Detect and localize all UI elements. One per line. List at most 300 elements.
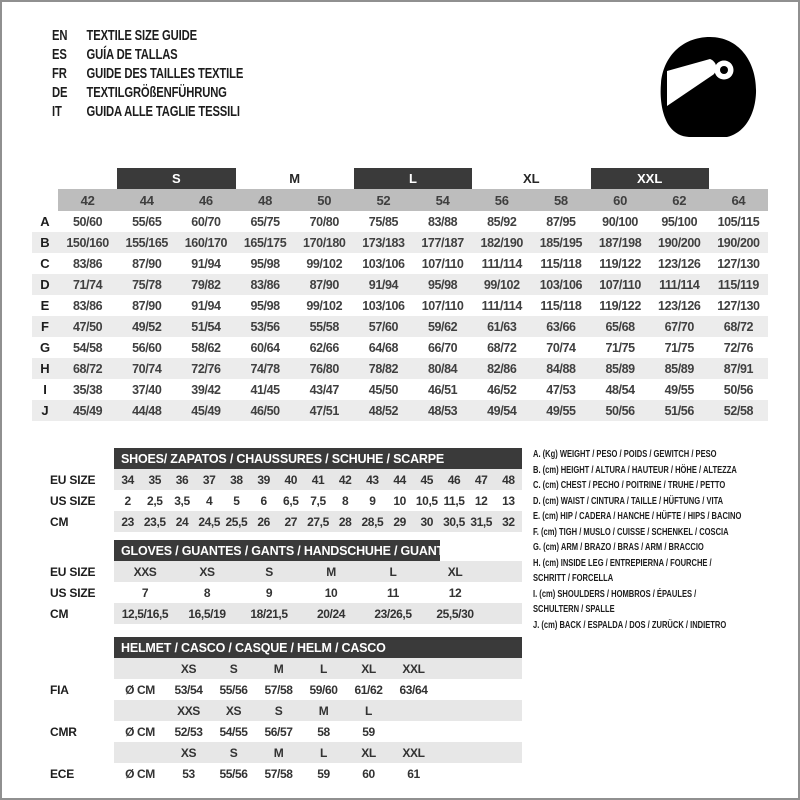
- measurement-row: [32, 400, 768, 421]
- value-cell: 62/66: [309, 340, 339, 355]
- language-list: [52, 26, 367, 121]
- value-cell: 35/38: [72, 382, 103, 397]
- unit-cell: Ø CM: [125, 724, 155, 739]
- subtable-cell: L: [320, 661, 327, 676]
- gutter-label: US SIZE: [50, 493, 96, 508]
- legend-item: [533, 494, 778, 510]
- value-cell: 87/90: [309, 277, 339, 292]
- corner-cell: [32, 189, 58, 211]
- value-cell: 119/122: [599, 298, 641, 313]
- size-group-row: [32, 167, 768, 189]
- subtable-cell: 12,5/16,5: [121, 606, 169, 621]
- value-cell: 72/76: [723, 340, 754, 355]
- measurement-row: [32, 211, 768, 232]
- subtable-cell: 53/54: [174, 682, 203, 697]
- subtable-cell: L: [365, 703, 372, 718]
- value-cell: 68/72: [487, 340, 517, 355]
- value-cell: 103/106: [362, 256, 405, 271]
- language-title: GUIDE DES TAILLES TEXTILE: [86, 65, 244, 82]
- subtable-cell: 59/60: [309, 682, 338, 697]
- gutter-label: CM: [50, 606, 69, 621]
- subtable-content: [114, 511, 522, 532]
- value-cell: 48/52: [368, 403, 399, 418]
- value-cell: 58/62: [191, 340, 221, 355]
- value-cell: 165/175: [243, 235, 287, 250]
- unit-cell: Ø CM: [125, 682, 155, 697]
- size-number-cell: 56: [472, 189, 531, 211]
- subtable-cell: 36: [175, 472, 189, 487]
- spacer-cell: [436, 658, 522, 679]
- spacer-cell: [436, 763, 522, 784]
- subtable-cell: 31,5: [470, 514, 493, 529]
- subtable-content: [114, 742, 522, 763]
- subtable-cell: XS: [225, 703, 242, 718]
- value-cell: 75/78: [132, 277, 162, 292]
- subtable-content: [114, 700, 522, 721]
- subtable-content: [114, 582, 522, 603]
- value-cell: 103/106: [362, 298, 405, 313]
- spacer-cell: [486, 582, 522, 603]
- textile-size-table: [32, 167, 768, 421]
- language-code: EN: [52, 27, 68, 44]
- value-cell: 103/106: [539, 277, 583, 292]
- value-cell: 63/66: [546, 319, 576, 334]
- subtable-cell: 24: [175, 514, 189, 529]
- subtable-content: [114, 469, 522, 490]
- measurement-row: [32, 232, 768, 253]
- value-cell: 87/91: [723, 361, 754, 376]
- value-cell: 155/165: [125, 235, 168, 250]
- subtable-cell: 53: [182, 766, 195, 781]
- size-number-cell: 42: [58, 189, 117, 211]
- legend-item: [533, 463, 778, 479]
- subtable-cell: XL: [447, 564, 463, 579]
- subtable-cell: XXL: [402, 661, 425, 676]
- subtable-cell: XS: [199, 564, 215, 579]
- subtable-row: [50, 721, 522, 742]
- value-cell: 50/56: [723, 382, 754, 397]
- spacer-cell: [436, 679, 522, 700]
- value-cell: 61/63: [487, 319, 517, 334]
- subtable-cell: 45: [420, 472, 434, 487]
- size-group-cell: M: [289, 171, 301, 186]
- value-cell: 45/49: [72, 403, 103, 418]
- gutter-label: FIA: [50, 682, 69, 697]
- subtable-cell: 34: [121, 472, 134, 487]
- size-number-row: [32, 189, 768, 211]
- subtable-cell: 11,5: [443, 493, 465, 508]
- legend-item: [533, 587, 778, 618]
- value-cell: 71/75: [664, 340, 694, 355]
- value-cell: 47/50: [72, 319, 103, 334]
- subtable-cell: 3,5: [174, 493, 190, 508]
- size-number-cell: 52: [354, 189, 413, 211]
- subtable-cell: 46: [447, 472, 461, 487]
- subtable-cell: 5: [233, 493, 240, 508]
- subtable-cell: 55/56: [219, 682, 248, 697]
- value-cell: 71/74: [72, 277, 103, 292]
- subtable-cell: M: [273, 661, 284, 676]
- size-group-cell: [709, 168, 768, 189]
- gutter-spacer: [50, 540, 114, 561]
- language-row: [52, 83, 367, 102]
- row-letter: D: [40, 277, 50, 292]
- measurement-row: [32, 274, 768, 295]
- subtable-cell: 27: [284, 514, 298, 529]
- subtable-cell: 35: [148, 472, 162, 487]
- subtable-cell: 6: [260, 493, 267, 508]
- value-cell: 177/187: [421, 235, 464, 250]
- value-cell: 74/78: [250, 361, 280, 376]
- subtable-cell: 61/62: [354, 682, 383, 697]
- value-cell: 83/88: [427, 214, 458, 229]
- value-cell: 90/100: [602, 214, 638, 229]
- value-cell: 44/48: [132, 403, 162, 418]
- value-cell: 187/198: [598, 235, 642, 250]
- size-number-cell: 62: [650, 189, 709, 211]
- value-cell: 70/80: [309, 214, 339, 229]
- measurement-row: [32, 379, 768, 400]
- language-title: GUIDA ALLE TAGLIE TESSILI: [86, 103, 240, 120]
- legend-line: E. (cm) HIP / CADERA / HANCHE / HÜFTE / HIPS / BACINO: [533, 510, 742, 522]
- subtable-cell: 10: [393, 493, 406, 508]
- subtable-cell: 54/55: [219, 724, 248, 739]
- subtable-content: [114, 603, 522, 624]
- subtable-row: [50, 511, 522, 532]
- value-cell: 107/110: [421, 256, 464, 271]
- value-cell: 150/160: [66, 235, 109, 250]
- subtable-row: [50, 561, 522, 582]
- value-cell: 37/40: [132, 382, 162, 397]
- size-number-cell: 50: [295, 189, 354, 211]
- subtable-cell: 37: [202, 472, 216, 487]
- value-cell: 111/114: [659, 277, 700, 292]
- gutter-label: US SIZE: [50, 585, 96, 600]
- subtable-title-row: [50, 637, 522, 658]
- legend-item: [533, 540, 778, 556]
- legend-line: SCHULTERN / SPALLE: [533, 603, 615, 615]
- legend-line: J. (cm) BACK / ESPALDA / DOS / ZURÜCK / INDIETRO: [533, 618, 727, 631]
- value-cell: 123/126: [658, 256, 701, 271]
- value-cell: 46/50: [250, 403, 280, 418]
- value-cell: 87/95: [546, 214, 576, 229]
- value-cell: 87/90: [132, 298, 162, 313]
- gutter-label: EU SIZE: [50, 564, 96, 579]
- language-row: [52, 64, 367, 83]
- value-cell: 48/54: [605, 382, 635, 397]
- value-cell: 55/58: [309, 319, 339, 334]
- subtable-row: [50, 603, 522, 624]
- legend-line: H. (cm) INSIDE LEG / ENTREPIERNA / FOURCHE /: [533, 556, 712, 569]
- value-cell: 105/115: [717, 214, 760, 229]
- subtable-cell: 47: [474, 472, 488, 487]
- value-cell: 50/60: [72, 214, 103, 229]
- value-cell: 52/58: [723, 403, 754, 418]
- size-number-cell: 44: [117, 189, 176, 211]
- subtable-content: [114, 721, 522, 742]
- legend-line: B. (cm) HEIGHT / ALTURA / HAUTEUR / HÖHE / ALTEZZA: [533, 463, 737, 476]
- value-cell: 99/102: [483, 277, 520, 292]
- subtable-cell: 61: [407, 766, 420, 781]
- subtable-cell: 24,5: [198, 514, 221, 529]
- value-cell: 41/45: [250, 382, 280, 397]
- value-cell: 111/114: [481, 298, 522, 313]
- subtable-cell: 29: [393, 514, 406, 529]
- subtable-cell: 28,5: [361, 514, 384, 529]
- subtable-title-row: [50, 448, 522, 469]
- row-letter: G: [39, 340, 51, 355]
- subtable-cell: [391, 700, 436, 721]
- subtable-content: [114, 490, 522, 511]
- row-letter: C: [40, 256, 50, 271]
- value-cell: 39/42: [191, 382, 221, 397]
- value-cell: 85/89: [605, 361, 635, 376]
- value-cell: 95/100: [661, 214, 698, 229]
- subtable-cell: 57/58: [264, 766, 293, 781]
- measurement-row: [32, 358, 768, 379]
- subtable-cell: 9: [265, 585, 273, 600]
- subtable-cell: 30,5: [443, 514, 465, 529]
- value-cell: 91/94: [191, 298, 221, 313]
- subtable-cell: 7,5: [310, 493, 326, 508]
- subtable-row: [50, 490, 522, 511]
- subtable-content: [114, 679, 522, 700]
- value-cell: 54/58: [72, 340, 103, 355]
- value-cell: 67/70: [664, 319, 694, 334]
- legend-line: F. (cm) TIGH / MUSLO / CUISSE / SCHENKEL / COSCIA: [533, 525, 729, 538]
- value-cell: 83/86: [250, 277, 280, 292]
- subtable-title-row: [50, 540, 522, 561]
- spacer-cell: [436, 700, 522, 721]
- subtable-content: [114, 561, 522, 582]
- value-cell: 59/62: [427, 319, 458, 334]
- subtable-row: [50, 469, 522, 490]
- value-cell: 65/75: [250, 214, 280, 229]
- subtable-cell: 38: [230, 472, 243, 487]
- language-code: DE: [52, 84, 68, 101]
- legend-line: D. (cm) WAIST / CINTURA / TAILLE / HÜFTUNG / VITA: [533, 494, 724, 507]
- subtable-row: [50, 763, 522, 784]
- value-cell: 115/118: [540, 298, 582, 313]
- subtable-cell: S: [229, 745, 238, 760]
- legend-item: [533, 556, 778, 587]
- subtable-cell: 13: [502, 493, 515, 508]
- value-cell: 170/180: [303, 235, 346, 250]
- measurement-row: [32, 295, 768, 316]
- subtable-cell: 10: [324, 585, 338, 600]
- value-cell: 64/68: [368, 340, 399, 355]
- row-letter: F: [41, 319, 49, 334]
- language-code: ES: [52, 46, 67, 63]
- subtable-cell: 43: [366, 472, 379, 487]
- value-cell: 75/85: [368, 214, 399, 229]
- helmet-size-table-title: HELMET / CASCO / CASQUE / HELM / CASCO: [114, 637, 522, 658]
- value-cell: 68/72: [72, 361, 103, 376]
- value-cell: 115/119: [717, 277, 759, 292]
- value-cell: 53/56: [250, 319, 280, 334]
- value-cell: 95/98: [250, 256, 280, 271]
- language-row: [52, 45, 367, 64]
- language-title: GUÍA DE TALLAS: [86, 46, 178, 63]
- subtable-cell: M: [326, 564, 336, 579]
- value-cell: 47/51: [309, 403, 339, 418]
- value-cell: 70/74: [546, 340, 576, 355]
- language-code: FR: [52, 65, 67, 82]
- subtable-cell: 18/21,5: [250, 606, 288, 621]
- subtable-row: [50, 700, 522, 721]
- subtable-cell: 30: [420, 514, 434, 529]
- value-cell: 49/52: [132, 319, 162, 334]
- value-cell: 173/183: [362, 235, 405, 250]
- subtable-cell: M: [318, 703, 329, 718]
- value-cell: 60/70: [191, 214, 221, 229]
- legend-item: [533, 525, 778, 541]
- row-letter: I: [43, 382, 47, 397]
- measurement-legend: [533, 447, 778, 633]
- row-letter: B: [40, 235, 50, 250]
- subtable-row: [50, 582, 522, 603]
- subtable-cell: 8: [342, 493, 349, 508]
- gutter-label: [50, 700, 114, 721]
- value-cell: 72/76: [191, 361, 221, 376]
- gutter-spacer: [50, 448, 114, 469]
- value-cell: 79/82: [191, 277, 221, 292]
- subtable-cell: 10,5: [415, 493, 438, 508]
- subtable-cell: XXS: [177, 703, 200, 718]
- gutter-label: CM: [50, 514, 69, 529]
- value-cell: 95/98: [427, 277, 458, 292]
- subtable-cell: 23: [121, 514, 134, 529]
- value-cell: 56/60: [132, 340, 162, 355]
- language-row: [52, 102, 367, 121]
- subtable-cell: 27,5: [307, 514, 329, 529]
- subtable-cell: 2,5: [147, 493, 163, 508]
- subtable-cell: 57/58: [264, 682, 293, 697]
- subtable-cell: 60: [362, 766, 375, 781]
- legend-line: I. (cm) SHOULDERS / HOMBROS / ÉPAULES /: [533, 587, 697, 600]
- gutter-spacer: [50, 637, 114, 658]
- subtable-cell: 23/26,5: [374, 606, 412, 621]
- subtable-cell: 40: [284, 472, 298, 487]
- spacer-cell: [486, 561, 522, 582]
- value-cell: 66/70: [427, 340, 458, 355]
- subtable-cell: 48: [502, 472, 515, 487]
- subtable-cell: 11: [387, 585, 399, 600]
- subtable-cell: 55/56: [219, 766, 248, 781]
- subtable-cell: 2: [124, 493, 131, 508]
- subtable-cell: 26: [257, 514, 270, 529]
- value-cell: 190/200: [658, 235, 701, 250]
- value-cell: 48/53: [427, 403, 458, 418]
- value-cell: 45/49: [191, 403, 221, 418]
- value-cell: 46/52: [487, 382, 517, 397]
- helmet-size-table: [50, 637, 522, 784]
- value-cell: 87/90: [132, 256, 162, 271]
- value-cell: 115/118: [540, 256, 582, 271]
- value-cell: 49/54: [487, 403, 517, 418]
- size-number-cell: 60: [591, 189, 650, 211]
- value-cell: 91/94: [368, 277, 399, 292]
- subtable-cell: 9: [369, 493, 376, 508]
- value-cell: 83/86: [72, 298, 103, 313]
- value-cell: 49/55: [546, 403, 576, 418]
- value-cell: 95/98: [250, 298, 280, 313]
- value-cell: 99/102: [306, 298, 343, 313]
- subtable-row: [50, 679, 522, 700]
- value-cell: 190/200: [717, 235, 760, 250]
- subtable-cell: XL: [361, 661, 376, 676]
- value-cell: 82/86: [487, 361, 517, 376]
- value-cell: 68/72: [723, 319, 754, 334]
- legend-line: A. (Kg) WEIGHT / PESO / POIDS / GEWITCH / PESO: [533, 448, 717, 460]
- subtable-cell: XS: [180, 661, 197, 676]
- size-number-cell: 46: [176, 189, 235, 211]
- subtable-cell: S: [265, 564, 273, 579]
- spacer-cell: [486, 603, 522, 624]
- subtable-cell: 41: [311, 472, 325, 487]
- value-cell: 51/54: [191, 319, 221, 334]
- subtable-cell: XXL: [402, 745, 425, 760]
- subtable-content: [114, 763, 522, 784]
- subtable-cell: 58: [317, 724, 330, 739]
- value-cell: 119/122: [599, 256, 641, 271]
- subtable-cell: L: [389, 564, 397, 579]
- measurement-row: [32, 316, 768, 337]
- size-group-cell: L: [354, 168, 472, 189]
- legend-line: G. (cm) ARM / BRAZO / BRAS / ARM / BRACCIO: [533, 541, 704, 553]
- value-cell: 51/56: [664, 403, 694, 418]
- subtable-cell: 42: [338, 472, 352, 487]
- value-cell: 85/92: [487, 214, 517, 229]
- gloves-table: [50, 540, 522, 624]
- value-cell: 91/94: [191, 256, 221, 271]
- language-title: TEXTILGRÖßENFÜHRUNG: [86, 84, 227, 101]
- value-cell: 45/50: [368, 382, 399, 397]
- subtable-cell: XS: [180, 745, 197, 760]
- subtable-cell: L: [320, 745, 327, 760]
- gloves-table-title: GLOVES / GUANTES / GANTS / HANDSCHUHE / GUANTI: [114, 540, 440, 561]
- value-cell: 85/89: [664, 361, 694, 376]
- size-group-cell: XXL: [591, 168, 709, 189]
- language-title: TEXTILE SIZE GUIDE: [86, 27, 197, 44]
- spacer-cell: [436, 742, 522, 763]
- value-cell: 99/102: [306, 256, 343, 271]
- size-group-cell: XL: [523, 171, 540, 186]
- subtable-cell: 20/24: [316, 606, 346, 621]
- language-row: [52, 26, 367, 45]
- unit-cell: [114, 742, 166, 763]
- size-group-cell: [32, 168, 117, 189]
- subtable-cell: XL: [361, 745, 376, 760]
- subtable-cell: 4: [206, 493, 213, 508]
- value-cell: 107/110: [421, 298, 464, 313]
- value-cell: 107/110: [599, 277, 641, 292]
- size-number-cell: 64: [709, 189, 768, 211]
- size-group-cell: S: [117, 168, 235, 189]
- subtable-cell: [391, 721, 436, 742]
- subtable-cell: XXS: [133, 564, 157, 579]
- subtable-cell: 7: [141, 585, 149, 600]
- subtable-cell: 25,5/30: [436, 606, 474, 621]
- unit-cell: [114, 700, 166, 721]
- subtable-cell: 23,5: [143, 514, 166, 529]
- helmet-icon: [648, 28, 768, 148]
- row-letter: E: [40, 298, 50, 313]
- gutter-label: CMR: [50, 724, 77, 739]
- spacer-cell: [436, 721, 522, 742]
- unit-cell: [114, 658, 166, 679]
- subtable-cell: S: [229, 661, 238, 676]
